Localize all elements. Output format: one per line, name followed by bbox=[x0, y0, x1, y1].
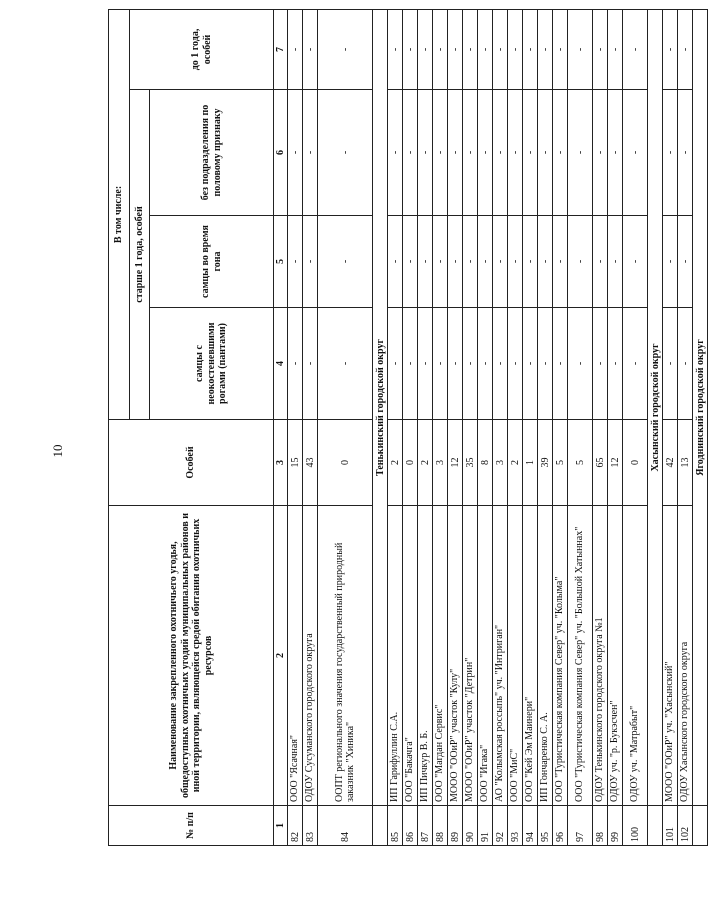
page-number: 10 bbox=[50, 444, 65, 458]
row-total: 12 bbox=[608, 420, 623, 506]
row-name: ООО "Ясачная" bbox=[288, 506, 303, 806]
row-col6: - bbox=[508, 90, 523, 216]
row-number: 86 bbox=[403, 806, 418, 846]
row-total: 0 bbox=[623, 420, 648, 506]
row-col5: - bbox=[403, 216, 418, 308]
table-row bbox=[523, 9, 538, 845]
hunting-resources-table bbox=[108, 9, 708, 846]
row-number: 101 bbox=[663, 806, 678, 846]
row-name: ОДОУ уч. "р. Букэсчен" bbox=[608, 506, 623, 806]
row-col6: - bbox=[663, 90, 678, 216]
row-col5: - bbox=[303, 216, 318, 308]
row-col7: - bbox=[448, 9, 463, 89]
row-col7: - bbox=[508, 9, 523, 89]
row-number: 87 bbox=[418, 806, 433, 846]
row-col7: - bbox=[663, 9, 678, 89]
table-row bbox=[388, 9, 403, 845]
row-name: ИП Гарифуллин С.А. bbox=[388, 506, 403, 806]
row-col7: - bbox=[493, 9, 508, 89]
row-total: 1 bbox=[523, 420, 538, 506]
row-number: 97 bbox=[568, 806, 593, 846]
header-name: Наименование закрепленного охотничьего угодья, общедоступных охотничьих угодий муниципальных районов и иной территории, являющейся средой обитания охотничьих ресурсов bbox=[109, 506, 274, 806]
row-col4: - bbox=[318, 308, 373, 420]
table-row bbox=[508, 9, 523, 845]
row-col6: - bbox=[463, 90, 478, 216]
row-name: ИП Гончаренко С. А. bbox=[538, 506, 553, 806]
row-total: 3 bbox=[493, 420, 508, 506]
row-col7: - bbox=[433, 9, 448, 89]
row-col7: - bbox=[568, 9, 593, 89]
row-col6: - bbox=[523, 90, 538, 216]
table-row bbox=[403, 9, 418, 845]
row-col7: - bbox=[403, 9, 418, 89]
row-col5: - bbox=[508, 216, 523, 308]
row-col5: - bbox=[663, 216, 678, 308]
row-number: 93 bbox=[508, 806, 523, 846]
header-col-6: без подразделения по половому признаку bbox=[150, 90, 274, 216]
row-col5: - bbox=[568, 216, 593, 308]
table-row bbox=[433, 9, 448, 845]
row-col7: - bbox=[623, 9, 648, 89]
row-total: 35 bbox=[463, 420, 478, 506]
row-name: МООО "ООиР" участок "Кулу" bbox=[448, 506, 463, 806]
row-number: 85 bbox=[388, 806, 403, 846]
table-row bbox=[448, 9, 463, 845]
row-col5: - bbox=[448, 216, 463, 308]
row-number: 92 bbox=[493, 806, 508, 846]
row-total: 3 bbox=[433, 420, 448, 506]
row-col5: - bbox=[678, 216, 693, 308]
table-row bbox=[553, 9, 568, 845]
row-name: ОДОУ Сусуманского городского округа bbox=[303, 506, 318, 806]
row-col5: - bbox=[523, 216, 538, 308]
row-col6: - bbox=[418, 90, 433, 216]
row-col7: - bbox=[523, 9, 538, 89]
row-number: 95 bbox=[538, 806, 553, 846]
table-body bbox=[288, 9, 708, 845]
row-number: 88 bbox=[433, 806, 448, 846]
row-col6: - bbox=[433, 90, 448, 216]
row-col7: - bbox=[288, 9, 303, 89]
table-row bbox=[493, 9, 508, 845]
row-name: АО "Колымская россыпь" уч. "Интриган" bbox=[493, 506, 508, 806]
row-total: 2 bbox=[418, 420, 433, 506]
row-col5: - bbox=[418, 216, 433, 308]
row-total: 39 bbox=[538, 420, 553, 506]
colnum-3: 3 bbox=[274, 420, 288, 506]
row-name: ООПТ регионального значения государственный природный заказник "Хиника" bbox=[318, 506, 373, 806]
row-total: 0 bbox=[403, 420, 418, 506]
header-total: Особей bbox=[109, 420, 274, 506]
row-col7: - bbox=[303, 9, 318, 89]
section-row bbox=[693, 9, 708, 845]
row-col7: - bbox=[678, 9, 693, 89]
table-row bbox=[568, 9, 593, 845]
row-total: 2 bbox=[508, 420, 523, 506]
row-col5: - bbox=[538, 216, 553, 308]
row-number: 98 bbox=[593, 806, 608, 846]
row-col6: - bbox=[568, 90, 593, 216]
row-col4: - bbox=[303, 308, 318, 420]
row-col5: - bbox=[553, 216, 568, 308]
row-col4: - bbox=[403, 308, 418, 420]
section-row bbox=[373, 9, 388, 845]
row-col5: - bbox=[593, 216, 608, 308]
row-total: 42 bbox=[663, 420, 678, 506]
header-older-than-1: старше 1 года, особей bbox=[130, 90, 150, 420]
row-col7: - bbox=[418, 9, 433, 89]
row-col6: - bbox=[493, 90, 508, 216]
row-col5: - bbox=[478, 216, 493, 308]
row-col7: - bbox=[318, 9, 373, 89]
row-name: ООО "Туристическая компания Север" уч. "Колыма" bbox=[553, 506, 568, 806]
rotated-page bbox=[108, 10, 706, 846]
row-number: 89 bbox=[448, 806, 463, 846]
row-name: ООО "Туристическая компания Север" уч. "Большой Хатыннах" bbox=[568, 506, 593, 806]
table-row bbox=[288, 9, 303, 845]
row-col7: - bbox=[593, 9, 608, 89]
header-row-1 bbox=[109, 9, 130, 845]
row-col6: - bbox=[678, 90, 693, 216]
row-number: 83 bbox=[303, 806, 318, 846]
row-col5: - bbox=[388, 216, 403, 308]
row-number: 96 bbox=[553, 806, 568, 846]
row-name: МООО "ООиР" участок "Детрин" bbox=[463, 506, 478, 806]
colnum-4: 4 bbox=[274, 308, 288, 420]
row-col4: - bbox=[448, 308, 463, 420]
row-col4: - bbox=[478, 308, 493, 420]
row-col5: - bbox=[288, 216, 303, 308]
row-col5: - bbox=[608, 216, 623, 308]
row-col5: - bbox=[463, 216, 478, 308]
row-number: 99 bbox=[608, 806, 623, 846]
row-name: ООО "Бакачга" bbox=[403, 506, 418, 806]
row-col5: - bbox=[318, 216, 373, 308]
table-row bbox=[663, 9, 678, 845]
row-number: 100 bbox=[623, 806, 648, 846]
row-total: 8 bbox=[478, 420, 493, 506]
row-col6: - bbox=[388, 90, 403, 216]
colnum-5: 5 bbox=[274, 216, 288, 308]
row-col4: - bbox=[678, 308, 693, 420]
row-col4: - bbox=[553, 308, 568, 420]
row-col5: - bbox=[433, 216, 448, 308]
row-col4: - bbox=[433, 308, 448, 420]
section-row bbox=[648, 9, 663, 845]
row-col4: - bbox=[493, 308, 508, 420]
row-number: 94 bbox=[523, 806, 538, 846]
table-row bbox=[678, 9, 693, 845]
table-row bbox=[623, 9, 648, 845]
header-num: № п/п bbox=[109, 806, 274, 846]
row-number: 91 bbox=[478, 806, 493, 846]
colnum-1: 1 bbox=[274, 806, 288, 846]
row-name: ООО "Игака" bbox=[478, 506, 493, 806]
row-col4: - bbox=[463, 308, 478, 420]
row-col6: - bbox=[478, 90, 493, 216]
header-under-1: до 1 года, особей bbox=[130, 9, 274, 89]
table-row bbox=[463, 9, 478, 845]
row-name: ООО "МиС" bbox=[508, 506, 523, 806]
row-total: 13 bbox=[678, 420, 693, 506]
row-col5: - bbox=[623, 216, 648, 308]
row-col6: - bbox=[318, 90, 373, 216]
row-col4: - bbox=[568, 308, 593, 420]
row-col6: - bbox=[608, 90, 623, 216]
row-number: 102 bbox=[678, 806, 693, 846]
row-number: 84 bbox=[318, 806, 373, 846]
row-col5: - bbox=[493, 216, 508, 308]
row-number: 90 bbox=[463, 806, 478, 846]
row-col6: - bbox=[623, 90, 648, 216]
section-title: Ягоднинский городской округ bbox=[693, 9, 708, 805]
row-total: 15 bbox=[288, 420, 303, 506]
section-title: Тенькинский городской округ bbox=[373, 9, 388, 805]
row-total: 2 bbox=[388, 420, 403, 506]
row-col4: - bbox=[288, 308, 303, 420]
row-col4: - bbox=[663, 308, 678, 420]
table-row bbox=[593, 9, 608, 845]
row-col4: - bbox=[608, 308, 623, 420]
row-col4: - bbox=[593, 308, 608, 420]
row-total: 0 bbox=[318, 420, 373, 506]
row-name: ОДОУ Тенькинского городского округа №1 bbox=[593, 506, 608, 806]
row-number: 82 bbox=[288, 806, 303, 846]
row-col7: - bbox=[553, 9, 568, 89]
row-total: 5 bbox=[568, 420, 593, 506]
row-col7: - bbox=[478, 9, 493, 89]
row-name: ИП Пичкур В. Б. bbox=[418, 506, 433, 806]
row-col4: - bbox=[538, 308, 553, 420]
colnum-7: 7 bbox=[274, 9, 288, 89]
table-row bbox=[538, 9, 553, 845]
row-name: ООО "Кей Эм Маинери" bbox=[523, 506, 538, 806]
row-col6: - bbox=[593, 90, 608, 216]
row-col4: - bbox=[623, 308, 648, 420]
row-col7: - bbox=[538, 9, 553, 89]
column-numbers-row bbox=[274, 9, 288, 845]
row-name: МООО "ООиР" уч. "Хасынский" bbox=[663, 506, 678, 806]
row-total: 12 bbox=[448, 420, 463, 506]
row-col6: - bbox=[448, 90, 463, 216]
header-col-5: самцы во время гона bbox=[150, 216, 274, 308]
colnum-2: 2 bbox=[274, 506, 288, 806]
table-row bbox=[303, 9, 318, 845]
section-title: Хасынский городской округ bbox=[648, 9, 663, 805]
row-total: 5 bbox=[553, 420, 568, 506]
row-name: ООО "Магдан Сервис" bbox=[433, 506, 448, 806]
table-row bbox=[608, 9, 623, 845]
row-col7: - bbox=[608, 9, 623, 89]
row-total: 43 bbox=[303, 420, 318, 506]
header-in-that-number: В том числе: bbox=[109, 9, 130, 419]
row-col6: - bbox=[403, 90, 418, 216]
row-name: ОДОУ Хасынского городского округа bbox=[678, 506, 693, 806]
row-col6: - bbox=[538, 90, 553, 216]
row-col4: - bbox=[418, 308, 433, 420]
row-col7: - bbox=[388, 9, 403, 89]
row-col4: - bbox=[388, 308, 403, 420]
table-row bbox=[318, 9, 373, 845]
row-col4: - bbox=[508, 308, 523, 420]
row-col7: - bbox=[463, 9, 478, 89]
table-row bbox=[478, 9, 493, 845]
row-col6: - bbox=[303, 90, 318, 216]
row-col6: - bbox=[288, 90, 303, 216]
row-total: 65 bbox=[593, 420, 608, 506]
row-col4: - bbox=[523, 308, 538, 420]
row-col6: - bbox=[553, 90, 568, 216]
row-name: ОДОУ уч. "Матрабыт" bbox=[623, 506, 648, 806]
colnum-6: 6 bbox=[274, 90, 288, 216]
header-col-4: самцы с неокостеневшими рогами (пантами) bbox=[150, 308, 274, 420]
table-row bbox=[418, 9, 433, 845]
